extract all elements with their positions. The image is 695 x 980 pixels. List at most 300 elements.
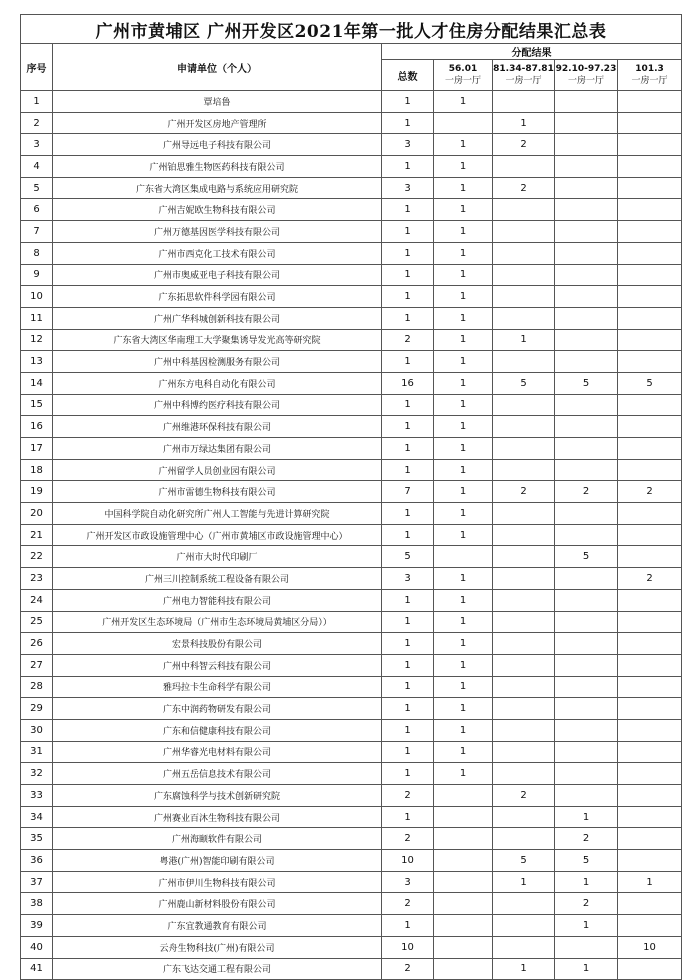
row-number: 1 xyxy=(21,91,53,113)
row-type-2 xyxy=(493,676,555,698)
row-type-1 xyxy=(434,915,493,937)
table-row xyxy=(21,351,682,373)
row-number: 29 xyxy=(21,698,53,720)
row-type-3: 2 xyxy=(555,828,618,850)
row-total: 10 xyxy=(382,936,434,958)
row-type-1: 1 xyxy=(434,91,493,113)
row-number: 37 xyxy=(21,871,53,893)
row-type-3 xyxy=(555,91,618,113)
table-row xyxy=(21,871,682,893)
row-total: 1 xyxy=(382,763,434,785)
row-type-4 xyxy=(618,351,682,373)
row-type-1 xyxy=(434,828,493,850)
row-type-4: 2 xyxy=(618,481,682,503)
row-number: 34 xyxy=(21,806,53,828)
row-type-4 xyxy=(618,329,682,351)
row-type-3 xyxy=(555,199,618,221)
row-type-1 xyxy=(434,871,493,893)
row-unit: 覃培鲁 xyxy=(53,91,382,113)
row-type-3 xyxy=(555,156,618,178)
row-type-3: 5 xyxy=(555,372,618,394)
row-total: 1 xyxy=(382,438,434,460)
row-type-4 xyxy=(618,307,682,329)
header-type-2 xyxy=(493,60,555,91)
header-unit: 申请单位（个人） xyxy=(53,44,382,91)
row-unit: 广东和信健康科技有限公司 xyxy=(53,719,382,741)
row-type-3 xyxy=(555,698,618,720)
row-total: 1 xyxy=(382,351,434,373)
row-total: 1 xyxy=(382,112,434,134)
table-row xyxy=(21,698,682,720)
row-type-1: 1 xyxy=(434,503,493,525)
row-number: 16 xyxy=(21,416,53,438)
row-type-4 xyxy=(618,524,682,546)
row-type-2 xyxy=(493,242,555,264)
row-type-4 xyxy=(618,221,682,243)
row-number: 36 xyxy=(21,850,53,872)
row-unit: 广州开发区房地产管理所 xyxy=(53,112,382,134)
table-row xyxy=(21,633,682,655)
type-layout: 一房一厅 xyxy=(567,76,604,86)
row-unit: 广州广华科城创新科技有限公司 xyxy=(53,307,382,329)
row-unit: 广州市雷德生物科技有限公司 xyxy=(53,481,382,503)
row-unit: 广州维港环保科技有限公司 xyxy=(53,416,382,438)
row-type-1: 1 xyxy=(434,286,493,308)
row-total: 2 xyxy=(382,828,434,850)
row-type-3: 5 xyxy=(555,850,618,872)
row-unit: 广州电力智能科技有限公司 xyxy=(53,589,382,611)
row-type-4 xyxy=(618,785,682,807)
row-type-4 xyxy=(618,91,682,113)
table-row xyxy=(21,589,682,611)
row-type-2 xyxy=(493,524,555,546)
row-type-4 xyxy=(618,828,682,850)
row-number: 3 xyxy=(21,134,53,156)
table-row xyxy=(21,242,682,264)
table-row xyxy=(21,676,682,698)
row-type-2 xyxy=(493,893,555,915)
row-type-4 xyxy=(618,286,682,308)
row-total: 1 xyxy=(382,915,434,937)
row-type-3: 1 xyxy=(555,871,618,893)
table-row xyxy=(21,264,682,286)
row-type-4 xyxy=(618,589,682,611)
row-type-3 xyxy=(555,242,618,264)
table-row xyxy=(21,199,682,221)
row-type-1: 1 xyxy=(434,654,493,676)
row-number: 7 xyxy=(21,221,53,243)
row-type-1: 1 xyxy=(434,416,493,438)
row-total: 1 xyxy=(382,264,434,286)
row-type-4 xyxy=(618,698,682,720)
row-type-2: 5 xyxy=(493,372,555,394)
row-total: 1 xyxy=(382,199,434,221)
row-type-3 xyxy=(555,112,618,134)
row-type-4 xyxy=(618,676,682,698)
table-row xyxy=(21,438,682,460)
row-type-2 xyxy=(493,654,555,676)
row-unit: 广东中润药物研发有限公司 xyxy=(53,698,382,720)
row-type-1 xyxy=(434,546,493,568)
row-type-1: 1 xyxy=(434,394,493,416)
table-body xyxy=(21,91,682,980)
row-type-4 xyxy=(618,611,682,633)
row-unit: 广东省大湾区华南理工大学聚集诱导发光高等研究院 xyxy=(53,329,382,351)
row-type-3 xyxy=(555,394,618,416)
row-type-1 xyxy=(434,806,493,828)
row-type-3: 1 xyxy=(555,806,618,828)
row-type-3 xyxy=(555,719,618,741)
type-range: 56.01 xyxy=(448,64,478,74)
row-type-4 xyxy=(618,242,682,264)
row-type-3 xyxy=(555,676,618,698)
table-row xyxy=(21,915,682,937)
row-number: 23 xyxy=(21,568,53,590)
row-type-1: 1 xyxy=(434,524,493,546)
row-type-3: 2 xyxy=(555,481,618,503)
row-type-2: 1 xyxy=(493,329,555,351)
row-type-2 xyxy=(493,438,555,460)
row-type-4: 2 xyxy=(618,568,682,590)
row-unit: 广州市伊川生物科技有限公司 xyxy=(53,871,382,893)
header-group: 分配结果 xyxy=(382,44,682,60)
row-type-3 xyxy=(555,307,618,329)
row-number: 33 xyxy=(21,785,53,807)
row-type-2 xyxy=(493,351,555,373)
row-number: 9 xyxy=(21,264,53,286)
row-total: 3 xyxy=(382,134,434,156)
row-type-3 xyxy=(555,221,618,243)
row-number: 27 xyxy=(21,654,53,676)
row-total: 10 xyxy=(382,850,434,872)
table-row xyxy=(21,893,682,915)
row-unit: 广州开发区市政设施管理中心（广州市黄埔区市政设施管理中心） xyxy=(53,524,382,546)
row-type-1: 1 xyxy=(434,264,493,286)
row-total: 2 xyxy=(382,329,434,351)
table-row xyxy=(21,546,682,568)
row-type-4: 1 xyxy=(618,871,682,893)
row-unit: 广州留学人员创业园有限公司 xyxy=(53,459,382,481)
row-type-3 xyxy=(555,459,618,481)
row-unit: 广州吉妮欧生物科技有限公司 xyxy=(53,199,382,221)
row-type-2 xyxy=(493,394,555,416)
row-total: 1 xyxy=(382,589,434,611)
row-type-3: 5 xyxy=(555,546,618,568)
row-type-3 xyxy=(555,177,618,199)
row-type-2 xyxy=(493,91,555,113)
table-row xyxy=(21,221,682,243)
row-type-2: 1 xyxy=(493,871,555,893)
row-type-4 xyxy=(618,806,682,828)
row-type-4 xyxy=(618,112,682,134)
row-unit: 广州开发区生态环境局（广州市生态环境局黄埔区分局）） xyxy=(53,611,382,633)
row-type-1: 1 xyxy=(434,156,493,178)
row-type-2 xyxy=(493,199,555,221)
row-number: 22 xyxy=(21,546,53,568)
table-row xyxy=(21,828,682,850)
row-type-2: 1 xyxy=(493,112,555,134)
row-type-4 xyxy=(618,633,682,655)
allocation-table xyxy=(20,14,682,980)
header-total: 总数 xyxy=(382,60,434,91)
table-row xyxy=(21,806,682,828)
row-type-2 xyxy=(493,546,555,568)
row-type-1 xyxy=(434,893,493,915)
row-type-3 xyxy=(555,611,618,633)
row-type-1: 1 xyxy=(434,763,493,785)
row-number: 2 xyxy=(21,112,53,134)
row-type-3 xyxy=(555,416,618,438)
row-type-4 xyxy=(618,503,682,525)
row-type-1: 1 xyxy=(434,589,493,611)
row-type-3 xyxy=(555,264,618,286)
row-total: 1 xyxy=(382,221,434,243)
table-row xyxy=(21,286,682,308)
row-type-4 xyxy=(618,134,682,156)
row-type-1: 1 xyxy=(434,242,493,264)
row-unit: 广东腐蚀科学与技术创新研究院 xyxy=(53,785,382,807)
row-unit: 广东拓思软件科学园有限公司 xyxy=(53,286,382,308)
table-row xyxy=(21,503,682,525)
row-total: 1 xyxy=(382,416,434,438)
row-type-3 xyxy=(555,329,618,351)
table-row xyxy=(21,524,682,546)
row-type-1: 1 xyxy=(434,177,493,199)
row-number: 15 xyxy=(21,394,53,416)
row-type-2 xyxy=(493,503,555,525)
type-layout: 一房一厅 xyxy=(631,76,668,86)
table-row xyxy=(21,156,682,178)
table-row xyxy=(21,177,682,199)
row-unit: 广州市奥威亚电子科技有限公司 xyxy=(53,264,382,286)
row-type-3: 1 xyxy=(555,958,618,980)
row-type-4 xyxy=(618,893,682,915)
row-total: 1 xyxy=(382,242,434,264)
table-row xyxy=(21,134,682,156)
row-unit: 广州鹿山新材料股份有限公司 xyxy=(53,893,382,915)
row-unit: 中国科学院自动化研究所广州人工智能与先进计算研究院 xyxy=(53,503,382,525)
row-unit: 广州三川控制系统工程设备有限公司 xyxy=(53,568,382,590)
row-type-3 xyxy=(555,654,618,676)
row-type-4: 5 xyxy=(618,372,682,394)
row-type-2 xyxy=(493,915,555,937)
row-type-2 xyxy=(493,806,555,828)
row-type-3 xyxy=(555,568,618,590)
table-row xyxy=(21,394,682,416)
row-type-2 xyxy=(493,416,555,438)
row-total: 1 xyxy=(382,676,434,698)
row-unit: 广州东方电科自动化有限公司 xyxy=(53,372,382,394)
row-type-1 xyxy=(434,785,493,807)
row-type-2: 1 xyxy=(493,958,555,980)
row-total: 1 xyxy=(382,286,434,308)
row-number: 13 xyxy=(21,351,53,373)
row-total: 1 xyxy=(382,459,434,481)
row-type-4 xyxy=(618,654,682,676)
table-row xyxy=(21,481,682,503)
row-type-1: 1 xyxy=(434,676,493,698)
row-type-2 xyxy=(493,611,555,633)
row-type-1: 1 xyxy=(434,329,493,351)
row-type-2 xyxy=(493,221,555,243)
row-type-1: 1 xyxy=(434,568,493,590)
row-type-1: 1 xyxy=(434,199,493,221)
row-type-2 xyxy=(493,633,555,655)
row-type-3 xyxy=(555,633,618,655)
row-total: 1 xyxy=(382,503,434,525)
row-type-4 xyxy=(618,264,682,286)
row-total: 1 xyxy=(382,633,434,655)
row-type-2: 5 xyxy=(493,850,555,872)
row-total: 1 xyxy=(382,719,434,741)
row-type-4 xyxy=(618,438,682,460)
row-number: 32 xyxy=(21,763,53,785)
row-type-4 xyxy=(618,177,682,199)
row-number: 10 xyxy=(21,286,53,308)
table-row xyxy=(21,719,682,741)
row-total: 5 xyxy=(382,546,434,568)
row-unit: 广州市万绿达集团有限公司 xyxy=(53,438,382,460)
row-number: 20 xyxy=(21,503,53,525)
row-total: 1 xyxy=(382,394,434,416)
row-type-2 xyxy=(493,828,555,850)
row-number: 19 xyxy=(21,481,53,503)
allocation-sheet xyxy=(20,14,681,980)
row-type-4 xyxy=(618,459,682,481)
header-type-3 xyxy=(555,60,618,91)
table-row xyxy=(21,372,682,394)
row-total: 1 xyxy=(382,698,434,720)
table-row xyxy=(21,763,682,785)
row-type-3 xyxy=(555,134,618,156)
row-number: 38 xyxy=(21,893,53,915)
row-type-1: 1 xyxy=(434,307,493,329)
table-row xyxy=(21,307,682,329)
row-number: 21 xyxy=(21,524,53,546)
row-number: 26 xyxy=(21,633,53,655)
type-range: 92.10-97.23 xyxy=(555,64,617,74)
row-type-2: 2 xyxy=(493,481,555,503)
row-type-3 xyxy=(555,785,618,807)
row-type-1: 1 xyxy=(434,698,493,720)
row-unit: 雅玛拉卡生命科学有限公司 xyxy=(53,676,382,698)
row-unit: 广州中科基因检测服务有限公司 xyxy=(53,351,382,373)
row-type-1: 1 xyxy=(434,438,493,460)
row-type-1 xyxy=(434,850,493,872)
row-total: 3 xyxy=(382,568,434,590)
row-type-1: 1 xyxy=(434,633,493,655)
header-type-4 xyxy=(618,60,682,91)
row-unit: 广州华睿光电材料有限公司 xyxy=(53,741,382,763)
row-unit: 广东省大湾区集成电路与系统应用研究院 xyxy=(53,177,382,199)
row-type-2 xyxy=(493,568,555,590)
type-layout: 一房一厅 xyxy=(505,76,542,86)
row-total: 1 xyxy=(382,806,434,828)
row-type-2 xyxy=(493,719,555,741)
row-type-2 xyxy=(493,698,555,720)
row-unit: 广州海颐软件有限公司 xyxy=(53,828,382,850)
row-type-1: 1 xyxy=(434,221,493,243)
row-type-4 xyxy=(618,394,682,416)
row-total: 1 xyxy=(382,307,434,329)
table-row xyxy=(21,329,682,351)
header-seq: 序号 xyxy=(21,44,53,91)
row-type-4 xyxy=(618,199,682,221)
row-type-3 xyxy=(555,763,618,785)
row-type-3 xyxy=(555,524,618,546)
row-type-4 xyxy=(618,915,682,937)
row-total: 1 xyxy=(382,741,434,763)
row-type-3: 1 xyxy=(555,915,618,937)
row-type-1: 1 xyxy=(434,741,493,763)
row-unit: 广州五岳信息技术有限公司 xyxy=(53,763,382,785)
row-type-2 xyxy=(493,589,555,611)
row-type-3 xyxy=(555,351,618,373)
row-unit: 广州中科博约医疗科技有限公司 xyxy=(53,394,382,416)
row-number: 24 xyxy=(21,589,53,611)
row-total: 2 xyxy=(382,893,434,915)
row-total: 7 xyxy=(382,481,434,503)
row-total: 1 xyxy=(382,524,434,546)
row-number: 25 xyxy=(21,611,53,633)
row-unit: 广州中科智云科技有限公司 xyxy=(53,654,382,676)
table-row xyxy=(21,568,682,590)
row-unit: 广州铂思雅生物医药科技有限公司 xyxy=(53,156,382,178)
row-type-2 xyxy=(493,156,555,178)
row-type-1 xyxy=(434,112,493,134)
row-type-3 xyxy=(555,936,618,958)
row-type-1 xyxy=(434,936,493,958)
row-type-2 xyxy=(493,307,555,329)
row-number: 6 xyxy=(21,199,53,221)
row-type-3: 2 xyxy=(555,893,618,915)
row-number: 5 xyxy=(21,177,53,199)
row-total: 1 xyxy=(382,156,434,178)
row-number: 31 xyxy=(21,741,53,763)
row-number: 18 xyxy=(21,459,53,481)
row-unit: 广州导远电子科技有限公司 xyxy=(53,134,382,156)
row-total: 3 xyxy=(382,871,434,893)
row-type-2 xyxy=(493,936,555,958)
row-type-2 xyxy=(493,763,555,785)
row-total: 1 xyxy=(382,91,434,113)
row-type-1: 1 xyxy=(434,134,493,156)
row-unit: 广州万德基因医学科技有限公司 xyxy=(53,221,382,243)
row-type-1: 1 xyxy=(434,611,493,633)
row-type-4 xyxy=(618,741,682,763)
row-type-1: 1 xyxy=(434,459,493,481)
row-number: 28 xyxy=(21,676,53,698)
row-type-3 xyxy=(555,438,618,460)
row-type-2: 2 xyxy=(493,177,555,199)
row-total: 2 xyxy=(382,785,434,807)
row-type-3 xyxy=(555,589,618,611)
table-row xyxy=(21,936,682,958)
row-unit: 粤港(广州)智能印刷有限公司 xyxy=(53,850,382,872)
table-row xyxy=(21,850,682,872)
table-row xyxy=(21,741,682,763)
row-type-3 xyxy=(555,741,618,763)
row-type-4: 10 xyxy=(618,936,682,958)
table-row xyxy=(21,112,682,134)
row-total: 1 xyxy=(382,611,434,633)
row-number: 40 xyxy=(21,936,53,958)
row-type-4 xyxy=(618,850,682,872)
type-layout: 一房一厅 xyxy=(444,76,481,86)
row-type-1: 1 xyxy=(434,372,493,394)
row-type-4 xyxy=(618,719,682,741)
row-type-2 xyxy=(493,741,555,763)
